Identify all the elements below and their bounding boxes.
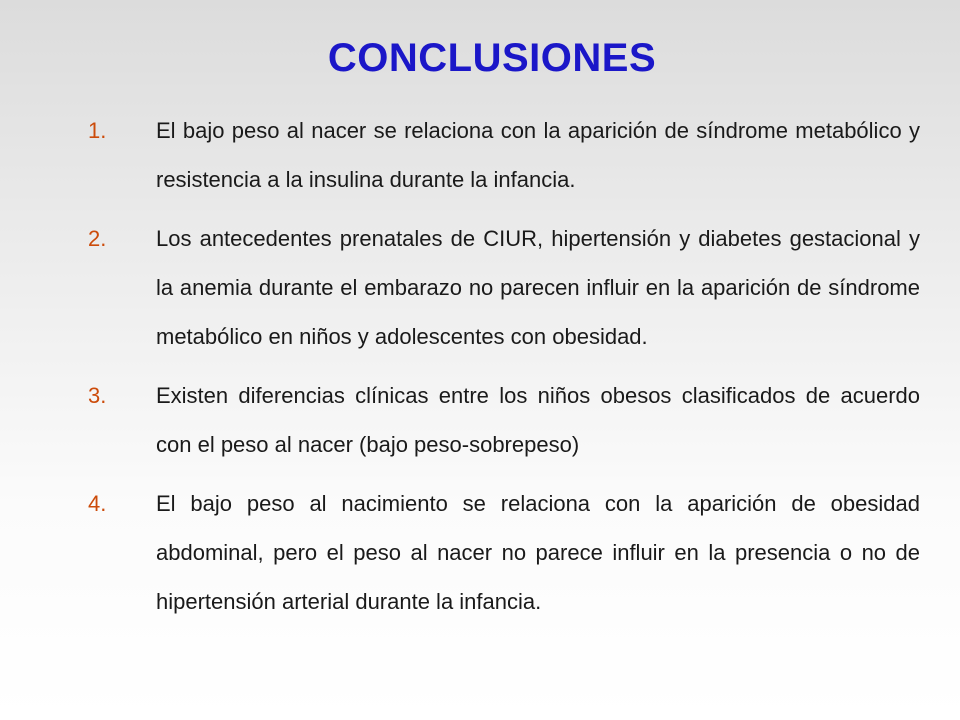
list-item-text: Los antecedentes prenatales de CIUR, hipertensión y diabetes gestacional y la anemia durante el embarazo no parecen influir en la aparición de síndrome metabólico en niños y adolescentes con obesidad.	[156, 226, 920, 349]
list-item-text: El bajo peso al nacimiento se relaciona con la aparición de obesidad abdominal, pero el peso al nacer no parece influir en la presencia o no de hipertensión arterial durante la infancia.	[156, 491, 920, 614]
list-item	[88, 371, 920, 469]
list-item	[88, 479, 920, 626]
list-item-number: 3.	[88, 383, 107, 408]
conclusions-list	[88, 106, 920, 636]
list-item	[88, 214, 920, 361]
list-item-text: Existen diferencias clínicas entre los niños obesos clasificados de acuerdo con el peso al nacer (bajo peso-sobrepeso)	[156, 383, 920, 457]
list-item-number: 2.	[88, 226, 107, 251]
list-item-number: 4.	[88, 491, 107, 516]
list-item-text: El bajo peso al nacer se relaciona con la aparición de síndrome metabólico y resistencia a la insulina durante la infancia.	[156, 118, 920, 192]
list-item	[88, 106, 920, 204]
slide-title: CONCLUSIONES	[327, 36, 657, 80]
list-item-number: 1.	[88, 118, 107, 143]
